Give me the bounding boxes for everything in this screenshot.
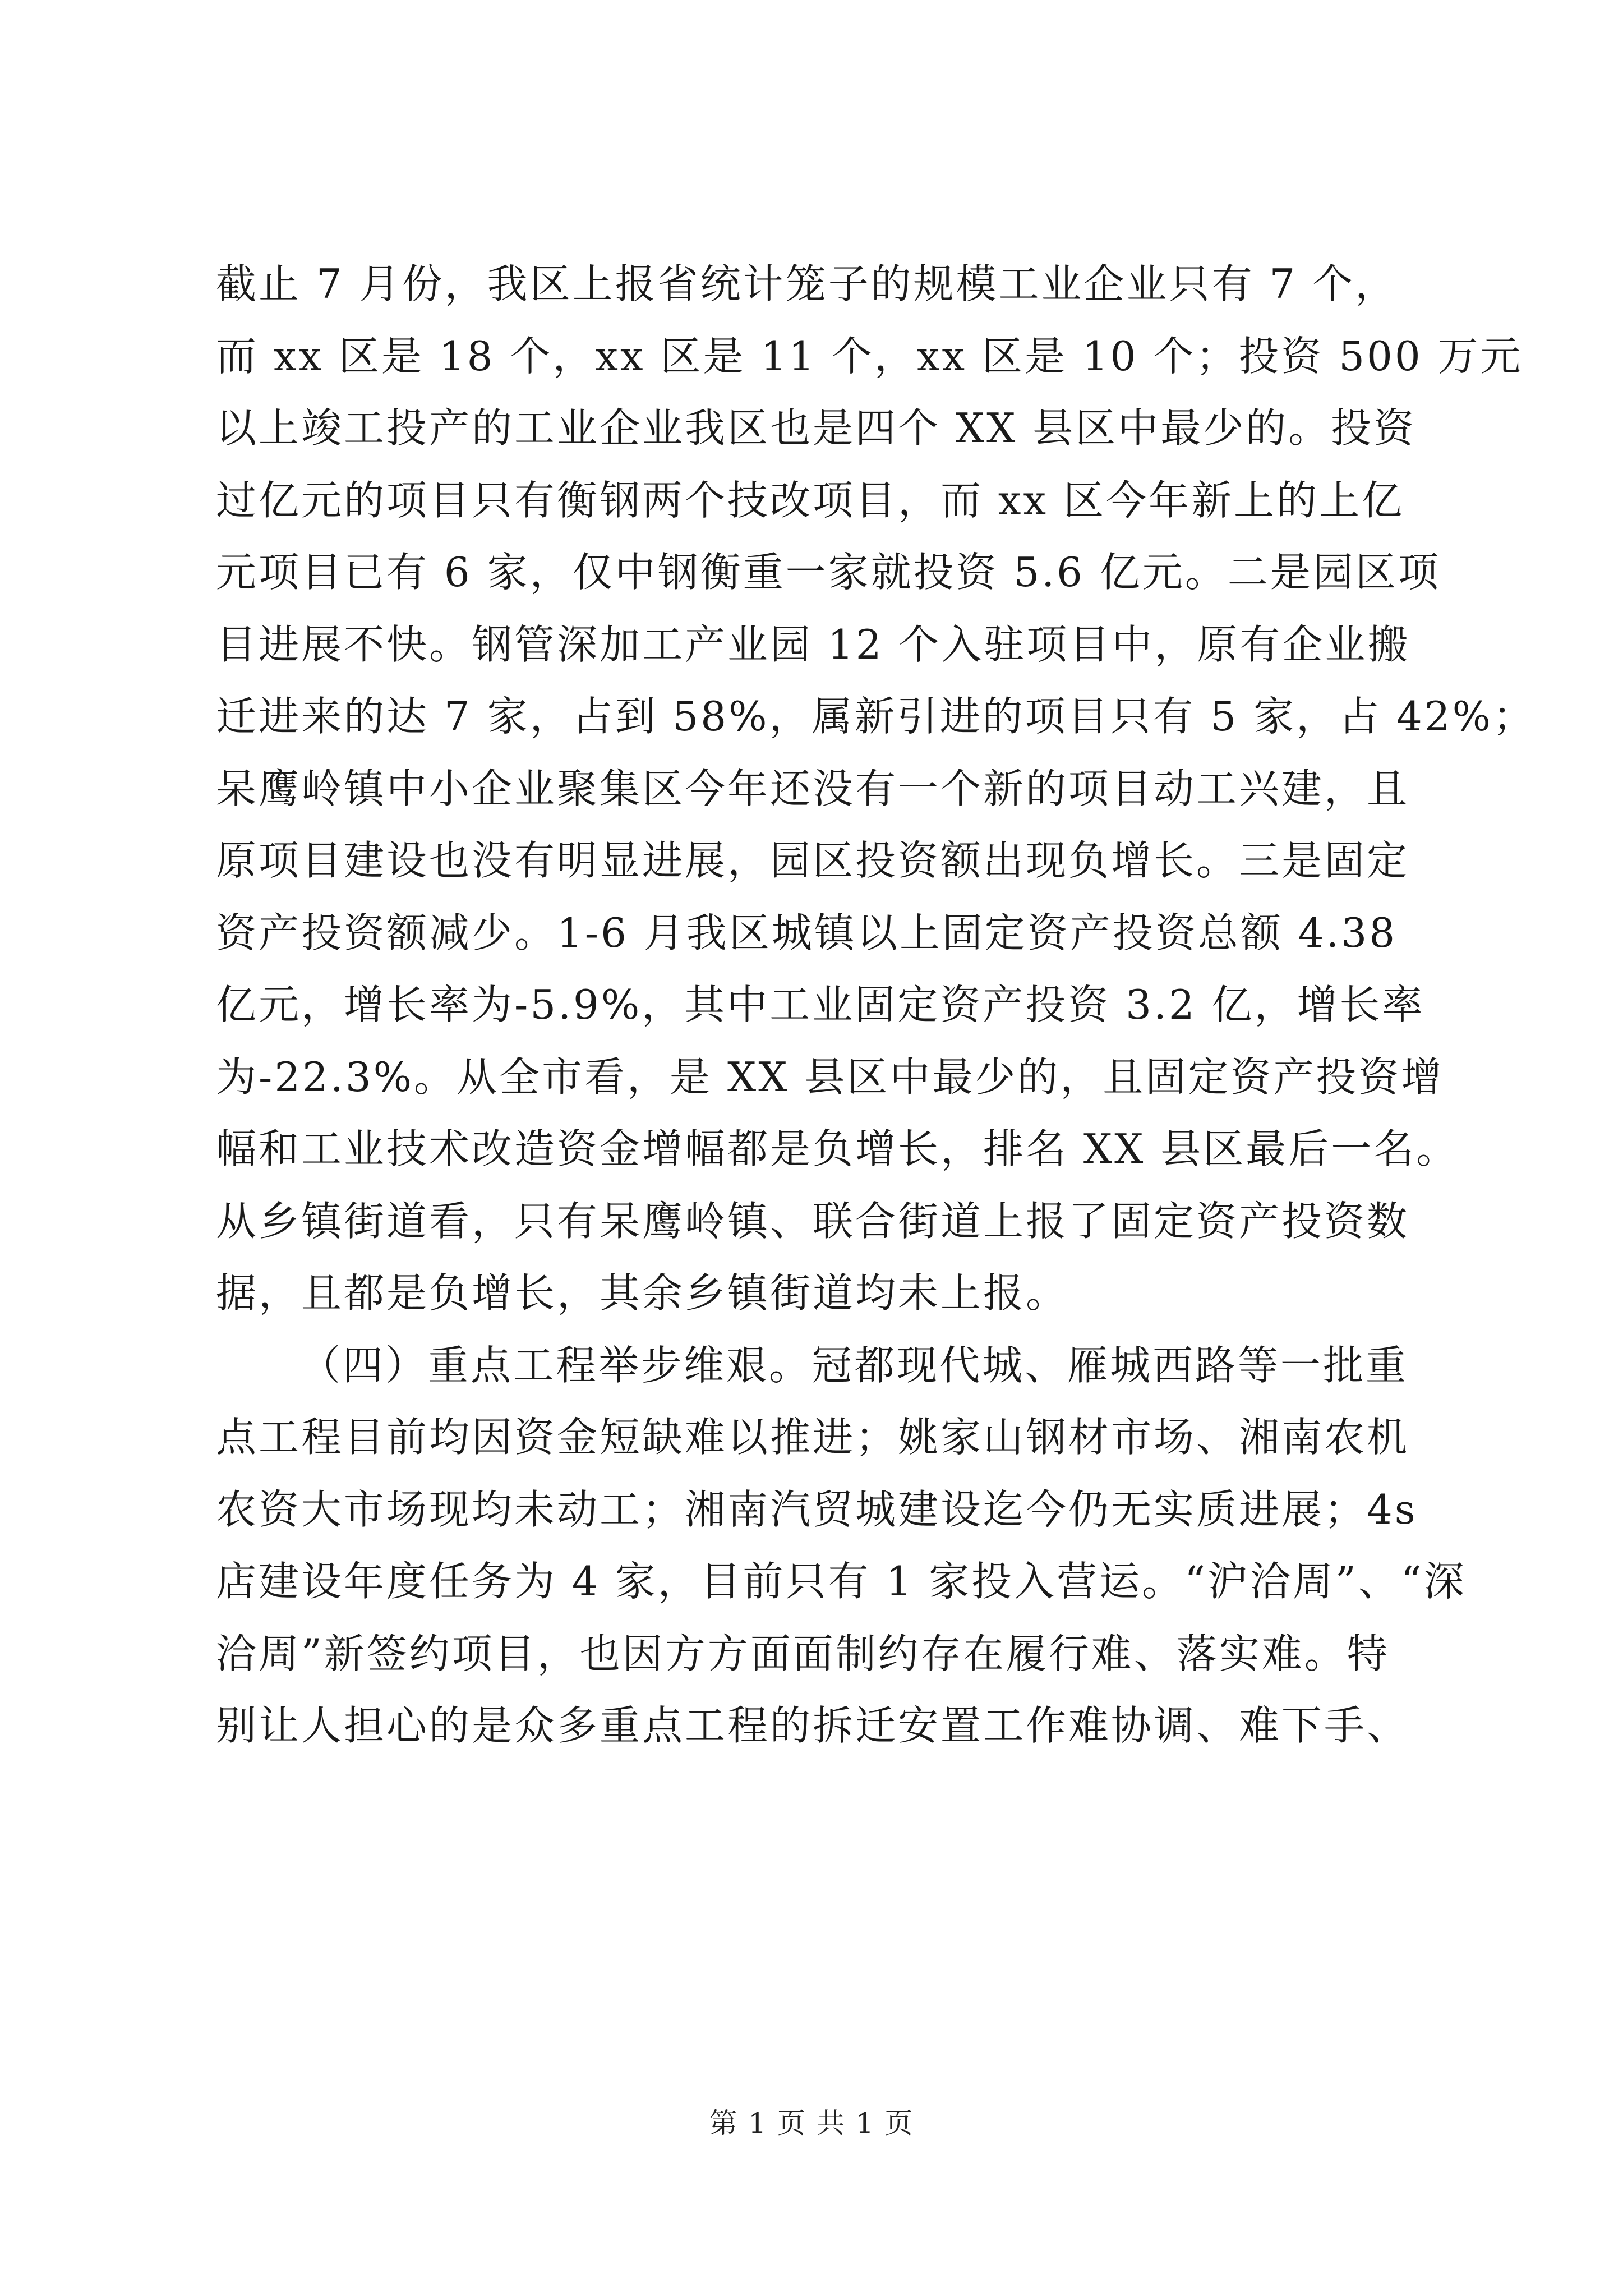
text-line: 幅和工业技术改造资金增幅都是负增长，排名 XX 县区最后一名。: [216, 1125, 1459, 1172]
text-line: 别让人担心的是众多重点工程的拆迁安置工作难协调、难下手、: [216, 1702, 1410, 1749]
page-number-footer: 第 1 页 共 1 页: [709, 2107, 914, 2139]
text-line: 原项目建设也没有明显进展，园区投资额出现负增长。三是固定: [216, 837, 1410, 884]
text-line: 而 xx 区是 18 个，xx 区是 11 个，xx 区是 10 个；投资 500 万元: [216, 332, 1523, 380]
text-line: 截止 7 月份，我区上报省统计笼子的规模工业企业只有 7 个，: [216, 260, 1398, 307]
text-line: 洽周”新签约项目，也因方方面面制约存在履行难、落实难。特: [216, 1630, 1390, 1677]
text-line: 呆鹰岭镇中小企业聚集区今年还没有一个新的项目动工兴建，且: [216, 765, 1410, 812]
text-line: 点工程目前均因资金短缺难以推进；姚家山钢材市场、湘南农机: [216, 1414, 1410, 1461]
document-body: [216, 260, 1536, 1778]
text-line: 据，且都是负增长，其余乡镇街道均未上报。: [216, 1269, 1069, 1317]
text-line: 以上竣工投产的工业企业我区也是四个 XX 县区中最少的。投资: [216, 404, 1417, 452]
text-line: 元项目已有 6 家，仅中钢衡重一家就投资 5.6 亿元。二是园区项: [216, 549, 1441, 596]
text-line: 资产投资额减少。1-6 月我区城镇以上固定资产投资总额 4.38: [216, 909, 1398, 956]
text-line: 迁进来的达 7 家，占到 58%，属新引进的项目只有 5 家，占 42%；: [216, 693, 1536, 740]
text-line: 农资大市场现均未动工；湘南汽贸城建设迄今仍无实质进展；4s: [216, 1485, 1418, 1533]
text-line: 店建设年度任务为 4 家，目前只有 1 家投入营运。“沪洽周”、“深: [216, 1558, 1467, 1605]
text-line: 过亿元的项目只有衡钢两个技改项目，而 xx 区今年新上的上亿: [216, 476, 1404, 524]
text-line: 目进展不快。钢管深加工产业园 12 个入驻项目中，原有企业搬: [216, 620, 1410, 668]
text-line: 为-22.3%。从全市看，是 XX 县区中最少的，且固定资产投资增: [216, 1053, 1444, 1101]
text-line: 亿元，增长率为-5.9%，其中工业固定资产投资 3.2 亿，增长率: [216, 981, 1425, 1028]
text-line: 从乡镇街道看，只有呆鹰岭镇、联合街道上报了固定资产投资数: [216, 1197, 1410, 1245]
paragraph-start-line: （四）重点工程举步维艰。冠都现代城、雁城西路等一批重: [300, 1341, 1409, 1389]
